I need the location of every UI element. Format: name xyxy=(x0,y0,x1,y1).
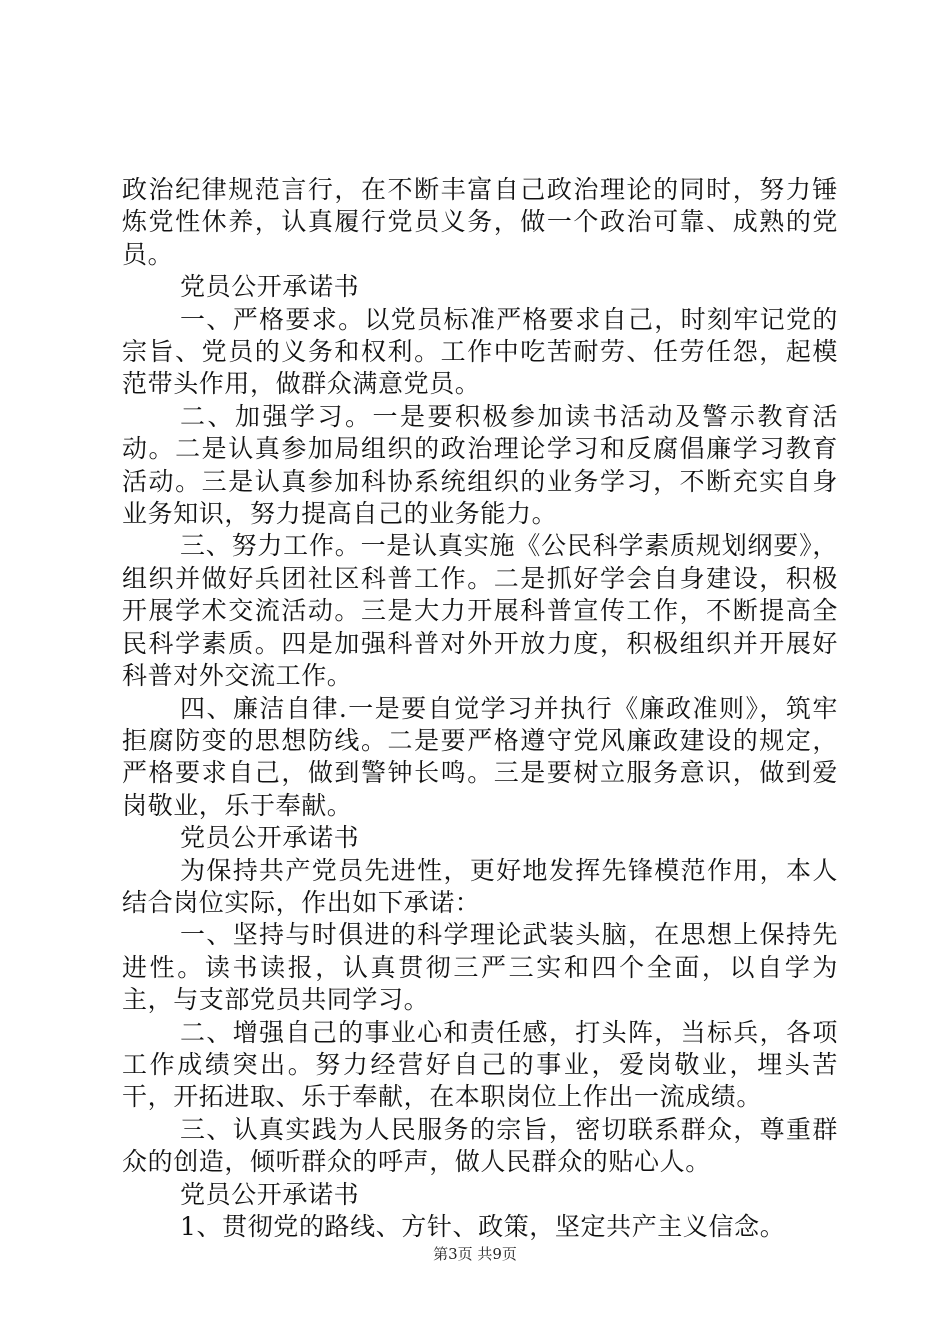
paragraph: 1、贯彻党的路线、方针、政策，坚定共产主义信念。 xyxy=(180,1212,786,1241)
paragraph: 三、认真实践为人民服务的宗旨，密切联系群众，尊重群众的创造，倾听群众的呼声，做人民群众的贴心人。 xyxy=(122,1114,838,1177)
section-heading: 党员公开承诺书 xyxy=(180,1179,360,1209)
section-heading: 党员公开承诺书 xyxy=(180,272,360,302)
paragraph: 二、增强自己的事业心和责任感，打头阵，当标兵，各项工作成绩突出。努力经营好自己的事业，爱岗敬业，埋头苦干，开拓进取、乐于奉献，在本职岗位上作出一流成绩。 xyxy=(122,1017,838,1112)
paragraph: 为保持共产党员先进性，更好地发挥先锋模范作用，本人结合岗位实际，作出如下承诺： xyxy=(122,855,838,917)
paragraph: 二、加强学习。一是要积极参加读书活动及警示教育活动。二是认真参加局组织的政治理论学习和反腐倡廉学习教育活动。三是认真参加科协系统组织的业务学习，不断充实自身业务知识，努力提高自己的业务能力。 xyxy=(122,401,838,529)
page-number-footer: 第3页 共9页 xyxy=(433,1245,517,1263)
paragraph: 一、严格要求。以党员标准严格要求自己，时刻牢记党的宗旨、党员的义务和权利。工作中吃苦耐劳、任劳任怨，起模范带头作用，做群众满意党员。 xyxy=(122,304,838,399)
section-heading: 党员公开承诺书 xyxy=(180,823,360,853)
paragraph: 三、努力工作。一是认真实施《公民科学素质规划纲要》，组织并做好兵团社区科普工作。二是抓好学会自身建设，积极开展学术交流活动。三是大力开展科普宣传工作，不断提高全民科学素质。四是加强科普对外开放力度，积极组织并开展好科普对外交流工作。 xyxy=(122,531,838,691)
paragraph: 一、坚持与时俱进的科学理论武装头脑，在思想上保持先进性。读书读报，认真贯彻三严三实和四个全面，以自学为主，与支部党员共同学习。 xyxy=(122,920,838,1015)
document-body xyxy=(122,174,838,1243)
paragraph: 政治纪律规范言行，在不断丰富自己政治理论的同时，努力锤炼党性休养，认真履行党员义务，做一个政治可靠、成熟的党员。 xyxy=(122,175,838,269)
paragraph: 四、廉洁自律.一是要自觉学习并执行《廉政准则》，筑牢拒腐防变的思想防线。二是要严格遵守党风廉政建设的规定，严格要求自己，做到警钟长鸣。三是要树立服务意识，做到爱岗敬业，乐于奉献。 xyxy=(122,693,838,820)
